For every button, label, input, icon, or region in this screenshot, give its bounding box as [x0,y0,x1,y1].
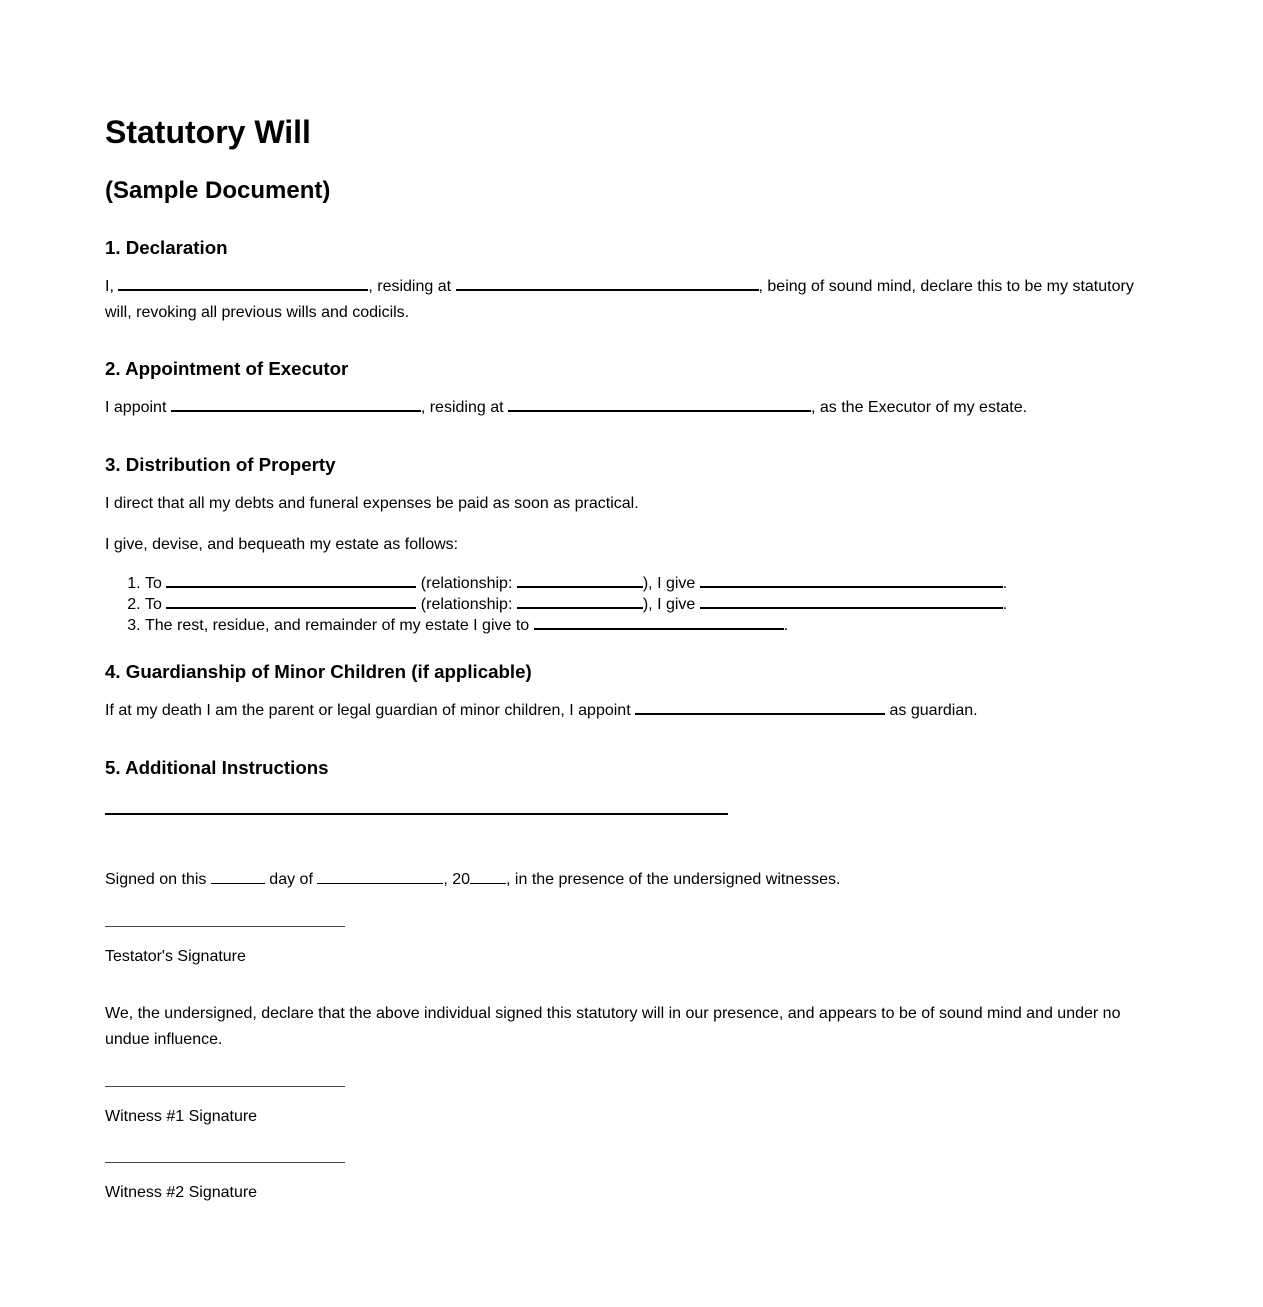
bequest-list [105,572,1007,635]
signing-day-blank[interactable] [211,869,265,884]
signing-text: , 20 [443,871,471,888]
bequest-text: To [145,596,167,613]
witness-2-signature-label: Witness #2 Signature [105,1184,258,1201]
document-title: Statutory Will [105,114,311,150]
section-heading-distribution: 3. Distribution of Property [105,454,336,475]
relationship-1-blank[interactable] [517,572,643,588]
document-subtitle: (Sample Document) [105,177,331,204]
declaration-text: , residing at [368,278,456,295]
signing-text: day of [264,871,318,888]
bequest-item [145,614,1007,635]
signing-date-paragraph [105,867,1145,893]
witness-statement: We, the undersigned, declare that the above individual signed this statutory will in our presence, and appears to be of sound mind and under no undue influence. [105,1005,1121,1048]
witness-1-signature-label: Witness #1 Signature [105,1108,258,1125]
section-heading-guardianship: 4. Guardianship of Minor Children (if applicable) [105,661,532,682]
bequest-text: . [1002,575,1008,592]
guardianship-paragraph [105,698,1145,724]
bequest-item [145,572,1007,593]
bequest-text: (relationship: [416,575,517,592]
declaration-text: , being of sound mind, declare this to be my statutory will, revoking all previous wills and codicils. [105,278,1134,321]
signing-text: Signed on this [105,871,211,888]
gift-1-blank[interactable] [700,572,1003,588]
signing-text: , in the presence of the undersigned witnesses. [506,871,841,888]
section-heading-additional: 5. Additional Instructions [105,757,329,778]
executor-text: , residing at [420,399,508,416]
signing-year-blank[interactable] [470,869,506,884]
witness-2-signature-line[interactable] [105,1162,345,1163]
distribution-paragraph-debts: I direct that all my debts and funeral expenses be paid as soon as practical. [105,495,639,512]
guardian-name-blank[interactable] [635,699,885,715]
testator-signature-line[interactable] [105,926,345,927]
beneficiary-1-blank[interactable] [166,572,416,588]
bequest-text: ), I give [642,596,700,613]
bequest-text: The rest, residue, and remainder of my estate I give to [145,617,534,634]
executor-paragraph [105,395,1145,421]
guardianship-text: If at my death I am the parent or legal guardian of minor children, I appoint [105,702,636,719]
gift-2-blank[interactable] [700,593,1003,609]
testator-address-blank[interactable] [456,275,759,291]
section-heading-declaration: 1. Declaration [105,237,228,258]
testator-signature-label: Testator's Signature [105,948,246,965]
testator-name-blank[interactable] [118,275,368,291]
distribution-paragraph-bequeath: I give, devise, and bequeath my estate as follows: [105,536,459,553]
declaration-text: I, [105,278,119,295]
section-heading-executor: 2. Appointment of Executor [105,358,349,379]
bequest-text: To [145,575,167,592]
executor-text: I appoint [105,399,171,416]
signing-month-blank[interactable] [317,869,443,884]
executor-text: , as the Executor of my estate. [810,399,1028,416]
declaration-paragraph [105,274,1145,326]
bequest-text: (relationship: [416,596,517,613]
executor-address-blank[interactable] [508,396,811,412]
relationship-2-blank[interactable] [517,593,643,609]
additional-instructions-blank[interactable] [105,813,728,815]
bequest-text: . [783,617,789,634]
guardianship-text: as guardian. [885,702,978,719]
bequest-text: . [1002,596,1008,613]
beneficiary-2-blank[interactable] [166,593,416,609]
residuary-beneficiary-blank[interactable] [534,614,784,630]
bequest-item [145,593,1007,614]
executor-name-blank[interactable] [171,396,421,412]
witness-1-signature-line[interactable] [105,1086,345,1087]
bequest-text: ), I give [642,575,700,592]
